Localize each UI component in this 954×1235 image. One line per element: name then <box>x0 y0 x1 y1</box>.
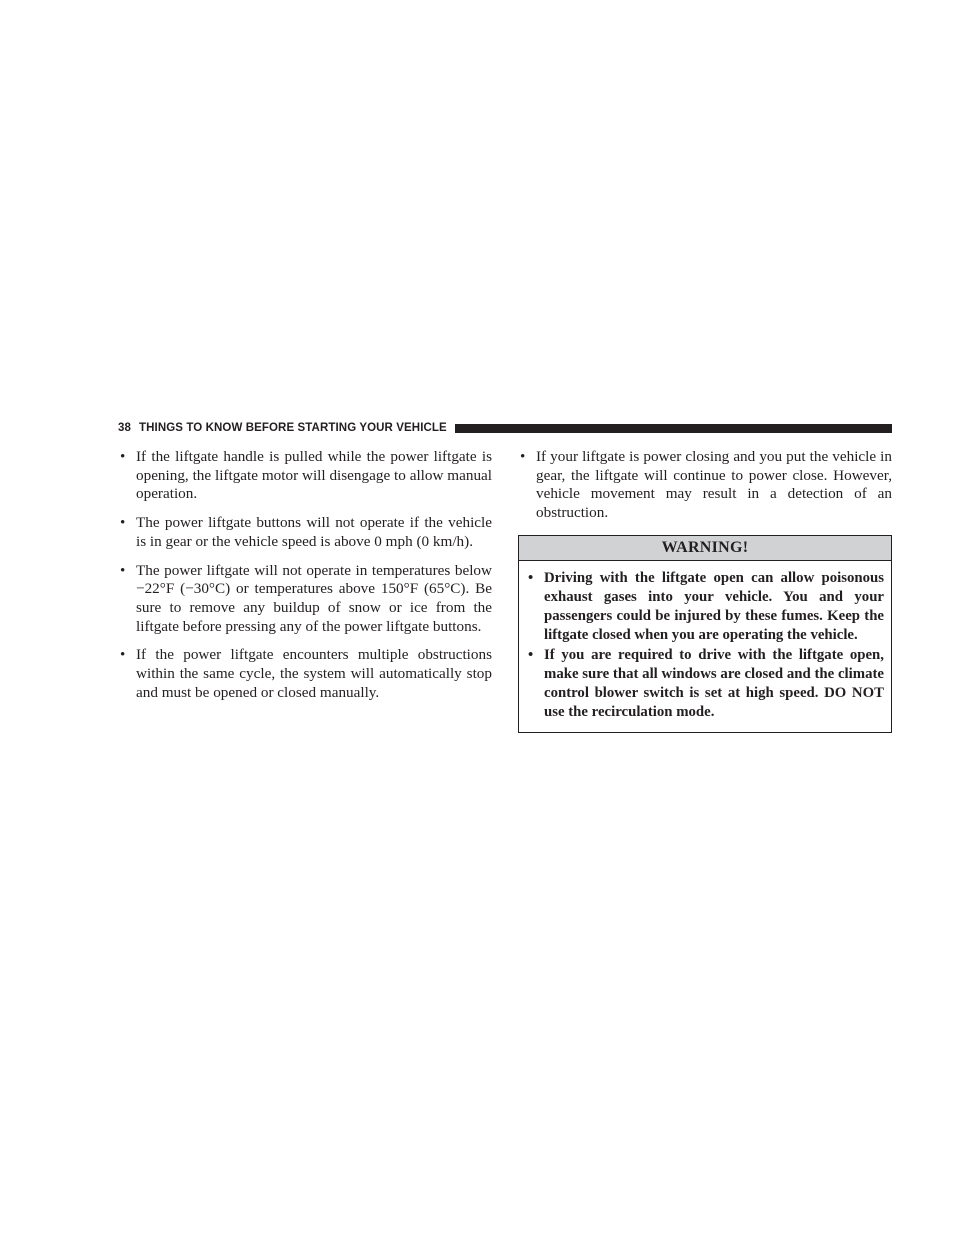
bullet-icon: • <box>520 448 526 465</box>
list-item-text: The power liftgate will not operate in temperatures below −22°F (−30°C) or temperatures above 150°F (65°C). Be sure to remove any buildup of snow or ice from the liftgate before pressing any of the power liftgate buttons. <box>136 561 492 635</box>
bullet-icon: • <box>120 448 126 465</box>
bullet-icon: • <box>528 569 534 586</box>
list-item-text: If the liftgate handle is pulled while the power liftgate is opening, the liftgate motor will disengage to allow manual operation. <box>136 448 492 503</box>
header-rule <box>455 424 892 433</box>
left-column <box>118 448 492 712</box>
section-title: THINGS TO KNOW BEFORE STARTING YOUR VEHICLE <box>139 422 447 434</box>
list-item <box>118 646 492 702</box>
list-item-text: If your liftgate is power closing and you put the vehicle in gear, the liftgate will continue to power close. However, vehicle movement may result in a detection of an obstruction. <box>536 448 892 522</box>
page-header <box>118 420 892 436</box>
left-bullet-list <box>118 448 492 702</box>
warning-body <box>519 561 891 732</box>
warning-item-text: If you are required to drive with the liftgate open, make sure that all windows are closed and the climate control blower switch is set at high speed. DO NOT use the recirculation mode. <box>544 647 884 721</box>
warning-item <box>527 646 884 722</box>
bullet-icon: • <box>528 647 534 664</box>
list-item <box>518 448 892 523</box>
bullet-icon: • <box>120 646 126 664</box>
warning-title: WARNING! <box>519 536 891 561</box>
list-item-text: If the power liftgate encounters multiple obstructions within the same cycle, the system will automatically stop and must be opened or closed manually. <box>136 646 492 701</box>
warning-item <box>527 569 884 645</box>
list-item <box>118 448 492 504</box>
warning-item-text: Driving with the liftgate open can allow poisonous exhaust gases into your vehicle. You and your passengers could be injured by these fumes. Keep the liftgate closed when you are operating the vehicle. <box>544 569 884 643</box>
list-item <box>118 514 492 551</box>
list-item <box>118 562 492 637</box>
list-item-text: The power liftgate buttons will not operate if the vehicle is in gear or the vehicle speed is above 0 mph (0 km/h). <box>136 514 492 550</box>
right-column <box>518 448 892 733</box>
bullet-icon: • <box>120 514 126 532</box>
right-bullet-list <box>518 448 892 523</box>
bullet-icon: • <box>120 561 126 579</box>
page-number: 38 <box>118 422 131 434</box>
warning-box <box>518 535 892 733</box>
